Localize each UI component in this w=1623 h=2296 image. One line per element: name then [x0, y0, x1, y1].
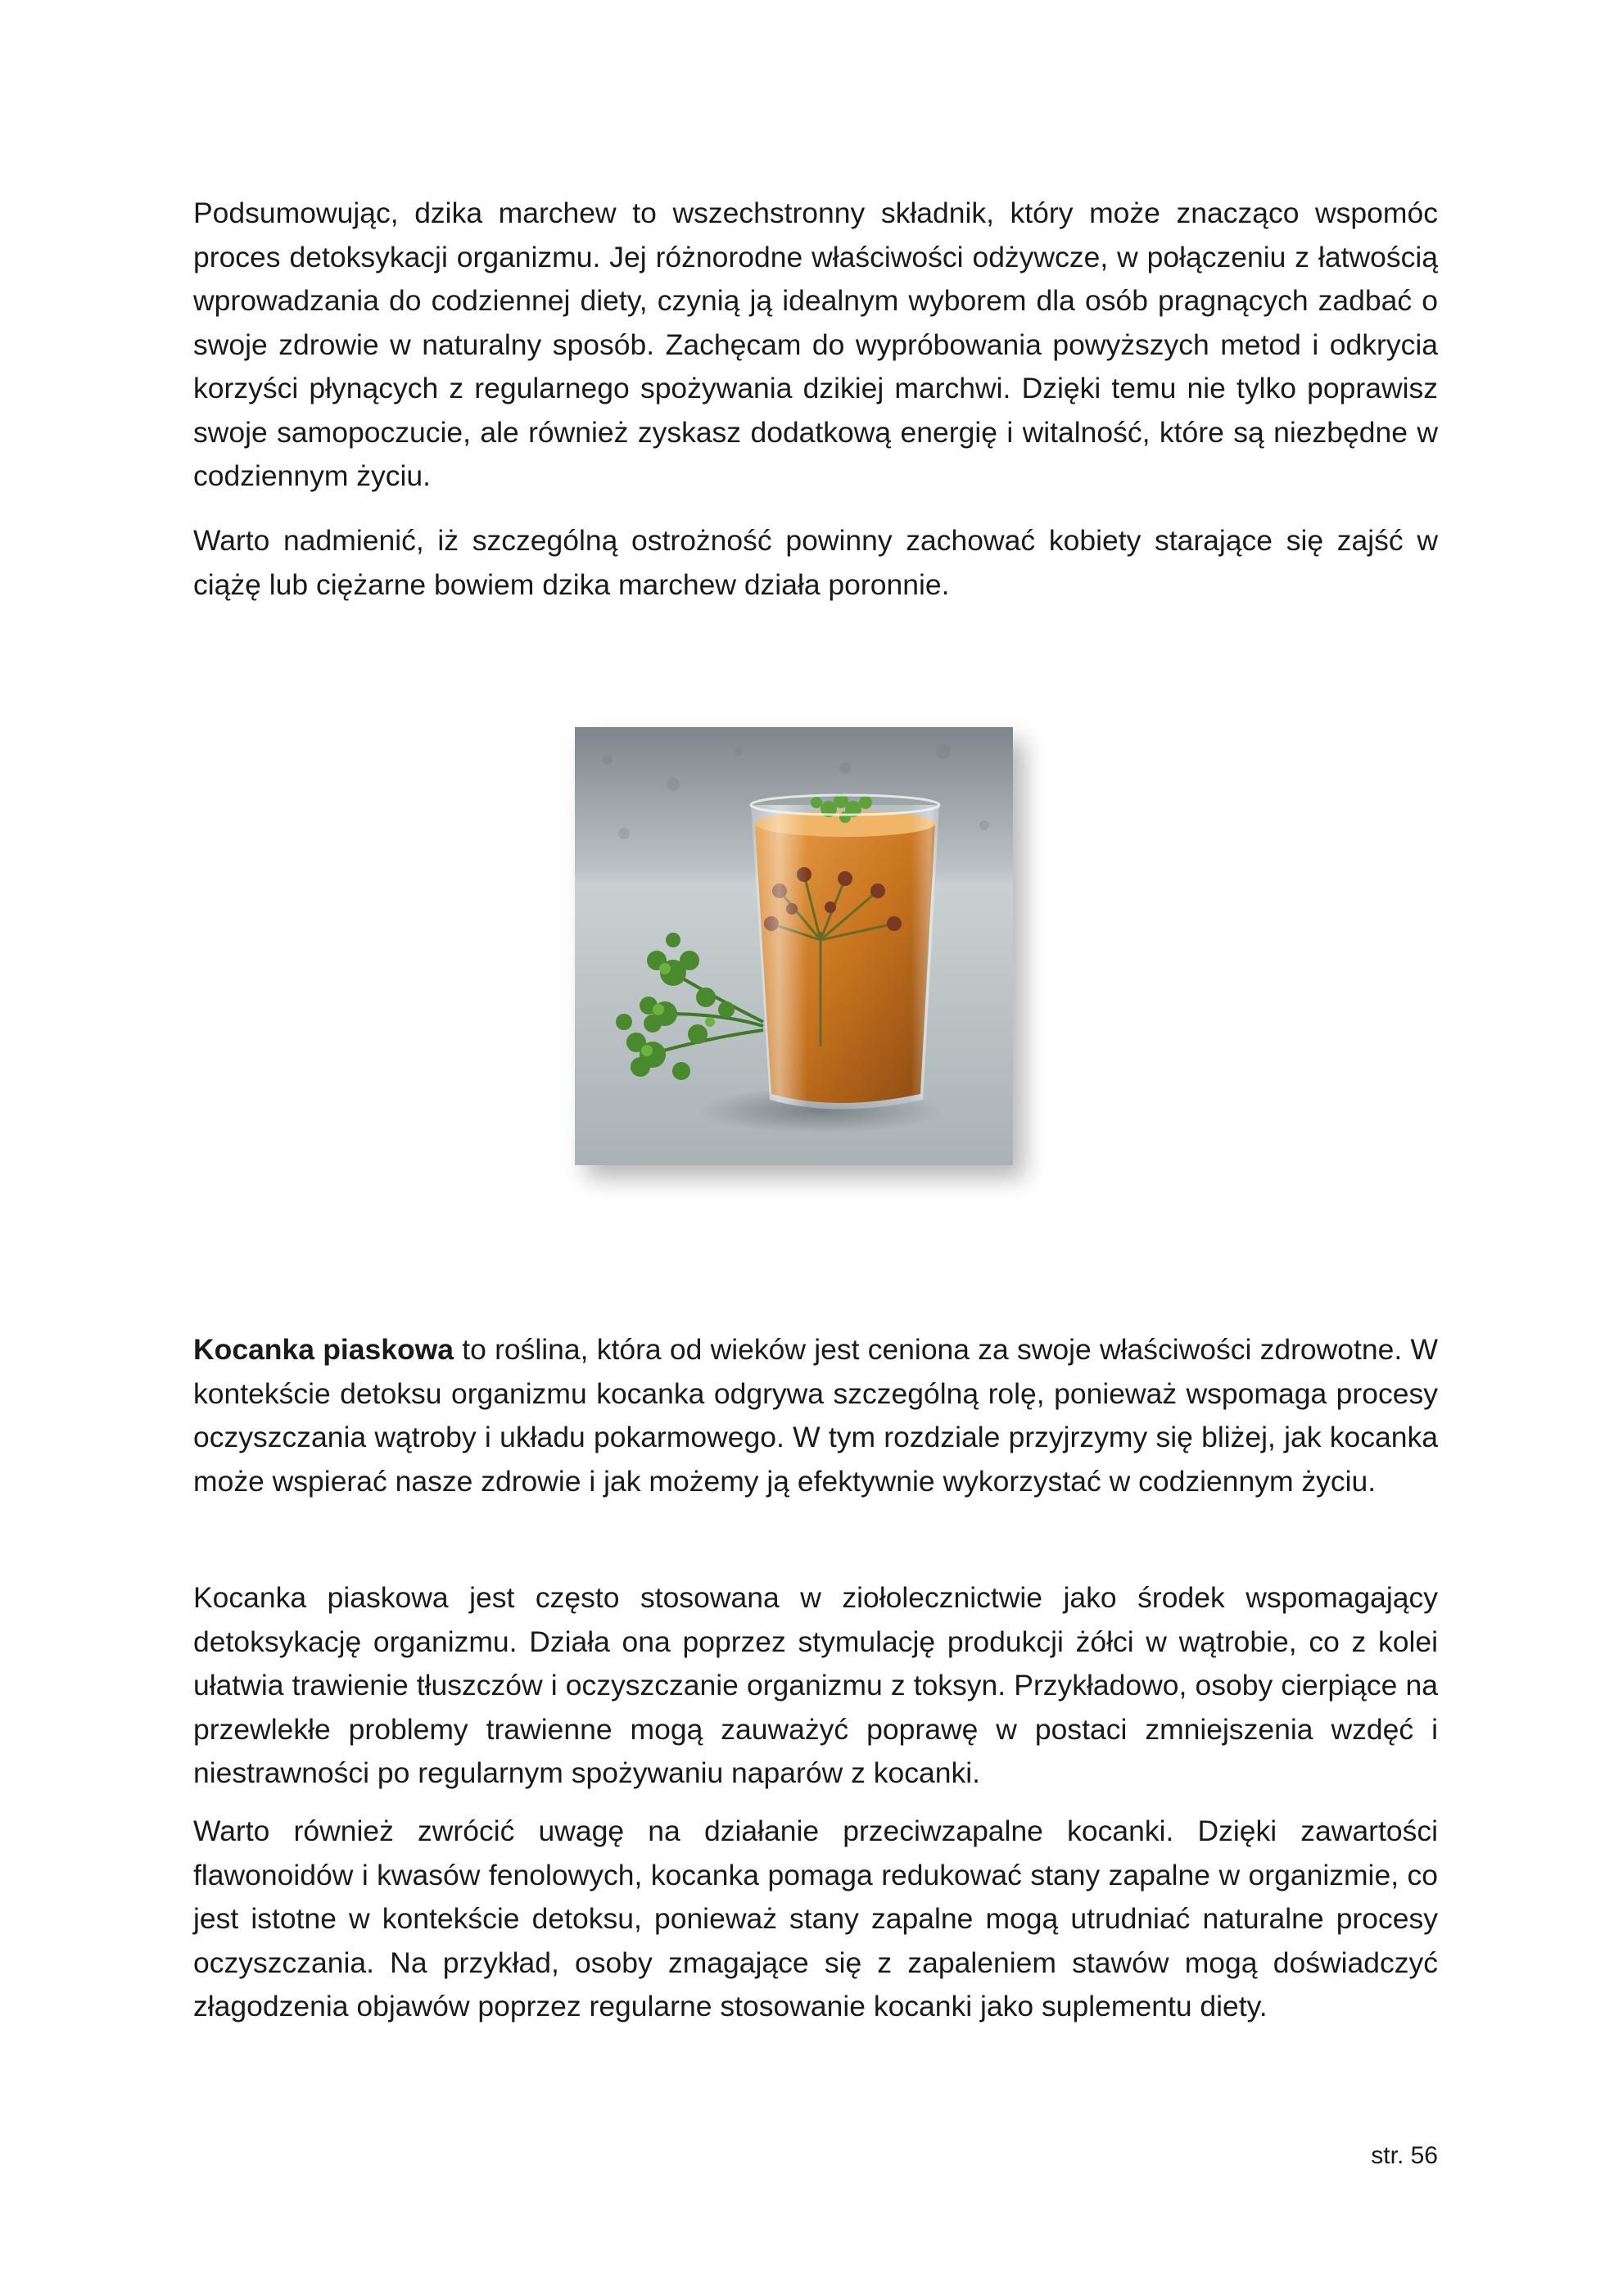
paragraph-pregnancy-warning: [193, 519, 1438, 607]
term-kocanka-piaskowa: Kocanka piaskowa: [193, 1333, 454, 1366]
paragraph-text: Warto nadmienić, iż szczególną ostrożność powinny zachować kobiety starające się zajść w ciążę lub ciężarne bowiem dzika marchew działa poronnie.: [193, 524, 1438, 601]
page-number: str. 56: [1371, 2142, 1438, 2169]
paragraph-text-rest: to roślina, która od wieków jest ceniona za swoje właściwości zdrowotne. W kontekście detoksu organizmu kocanka odgrywa szczególną rolę, ponieważ wspomaga procesy oczyszczania wątroby i układu pokarmowego. W tym rozdziale przyjrzymy się bliżej, jak kocanka może wspierać nasze zdrowie i jak możemy ją efektywnie wykorzystać w codziennym życiu.: [193, 1333, 1438, 1498]
herbal-tea-image: [575, 727, 1013, 1165]
paragraph-text: [193, 1328, 1438, 1503]
paragraph-kocanka-anti-inflammatory: [193, 1810, 1438, 2029]
herbal-tea-glass-icon: [575, 727, 1013, 1165]
paragraph-text: Warto również zwrócić uwagę na działanie przeciwzapalne kocanki. Dzięki zawartości flawonoidów i kwasów fenolowych, kocanka pomaga redukować stany zapalne w organizmie, co jest istotne w kontekście detoksu, ponieważ stany zapalne mogą utrudniać naturalne procesy oczyszczania. Na przykład, osoby zmagające się z zapaleniem stawów mogą doświadczyć złagodzenia objawów poprzez regularne stosowanie kocanki jako suplementu diety.: [193, 1815, 1438, 2023]
paragraph-text: Podsumowując, dzika marchew to wszechstronny składnik, który może znacząco wspomóc proces detoksykacji organizmu. Jej różnorodne właściwości odżywcze, w połączeniu z łatwością wprowadzania do codziennej diety, czynią ją idealnym wyborem dla osób pragnących zadbać o swoje zdrowie w naturalny sposób. Zachęcam do wypróbowania powyższych metod i odkrycia korzyści płynących z regularnego spożywania dzikiej marchwi. Dzięki temu nie tylko poprawisz swoje samopoczucie, ale również zyskasz dodatkową energię i witalność, które są niezbędne w codziennym życiu.: [193, 197, 1438, 492]
paragraph-summary-wild-carrot: [193, 192, 1438, 499]
paragraph-kocanka-detox: [193, 1576, 1438, 1796]
paragraph-kocanka-intro: [193, 1328, 1438, 1503]
paragraph-text: Kocanka piaskowa jest często stosowana w ziołolecznictwie jako środek wspomagający detoksykację organizmu. Działa ona poprzez stymulację produkcji żółci w wątrobie, co z kolei ułatwia trawienie tłuszczów i oczyszczanie organizmu z toksyn. Przykładowo, osoby cierpiące na przewlekłe problemy trawienne mogą zauważyć poprawę w postaci zmniejszenia wzdęć i niestrawności po regularnym spożywaniu naparów z kocanki.: [193, 1581, 1438, 1789]
